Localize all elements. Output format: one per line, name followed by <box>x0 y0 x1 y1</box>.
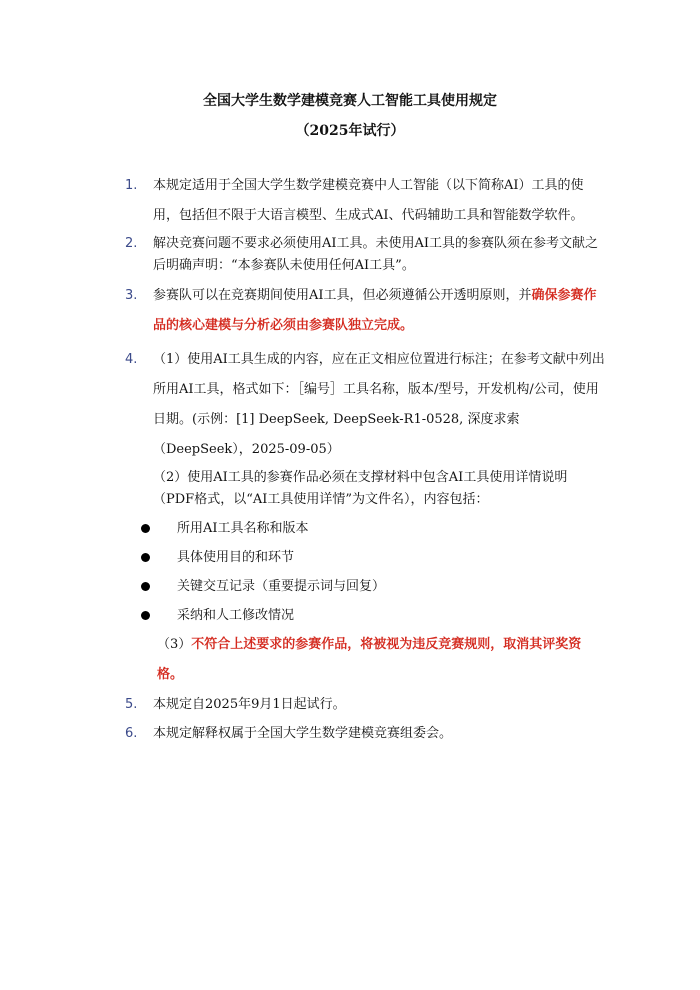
bullet-item: 所用AI工具名称和版本 <box>125 514 605 543</box>
part-3-emphasis: 不符合上述要求的参赛作品，将被视为违反竞赛规则，取消其评奖资格。 <box>157 637 582 682</box>
rules-list <box>125 171 605 748</box>
document-subtitle: （2025年试行） <box>295 123 405 139</box>
document-title: 全国大学生数学建模竞赛人工智能工具使用规定 <box>203 93 497 109</box>
part-3-prefix: （3） <box>157 637 192 652</box>
rule-text-emphasis: 确保参赛作品的核心建模与分析必须由参赛队独立完成。 <box>153 288 597 333</box>
rule-4-part-2: （2）使用AI工具的参赛作品必须在支撑材料中包含AI工具使用详情说明（PDF格式，以“AI工具使用详情”为文件名），内容包括： <box>153 470 568 507</box>
detail-bullet-list <box>125 514 605 630</box>
rule-text: 本规定解释权属于全国大学生数学建模竞赛组委会。 <box>153 726 453 741</box>
rule-4-part-3 <box>157 630 605 690</box>
rule-text-plain: 参赛队可以在竞赛期间使用AI工具，但必须遵循公开透明原则，并 <box>153 288 532 303</box>
rule-item-2 <box>125 233 605 277</box>
rule-item-3 <box>125 281 605 341</box>
rule-text: 本规定自2025年9月1日起试行。 <box>153 697 346 712</box>
rule-item-5 <box>125 690 605 720</box>
rule-number: 1. <box>125 178 138 193</box>
rule-text: 本规定适用于全国大学生数学建模竞赛中人工智能（以下简称AI）工具的使用，包括但不限于大语言模型、生成式AI、代码辅助工具和智能数学软件。 <box>153 178 584 223</box>
rule-item-6 <box>125 720 605 748</box>
rule-number: 3. <box>125 288 138 303</box>
rule-text <box>153 281 605 341</box>
bullet-item: 关键交互记录（重要提示词与回复） <box>125 572 605 601</box>
rule-item-4 <box>125 345 605 690</box>
bullet-item: 具体使用目的和环节 <box>125 543 605 572</box>
rule-item-1 <box>125 171 605 231</box>
rule-number: 6. <box>125 726 138 741</box>
rule-number: 2. <box>125 236 138 251</box>
rule-number: 4. <box>125 352 138 367</box>
rule-text: 解决竞赛问题不要求必须使用AI工具。未使用AI工具的参赛队须在参考文献之后明确声明：“本参赛队未使用任何AI工具”。 <box>153 236 599 273</box>
rule-4-part-1: （1）使用AI工具生成的内容，应在正文相应位置进行标注；在参考文献中列出所用AI工具，格式如下：［编号］工具名称，版本/型号，开发机构/公司，使用日期。(示例：[1] DeepSeek, DeepSeek-R1-0528, 深度求索（DeepSeek），2025-09-05） <box>153 352 605 457</box>
bullet-item: 采纳和人工修改情况 <box>125 601 605 630</box>
rule-number: 5. <box>125 697 138 712</box>
